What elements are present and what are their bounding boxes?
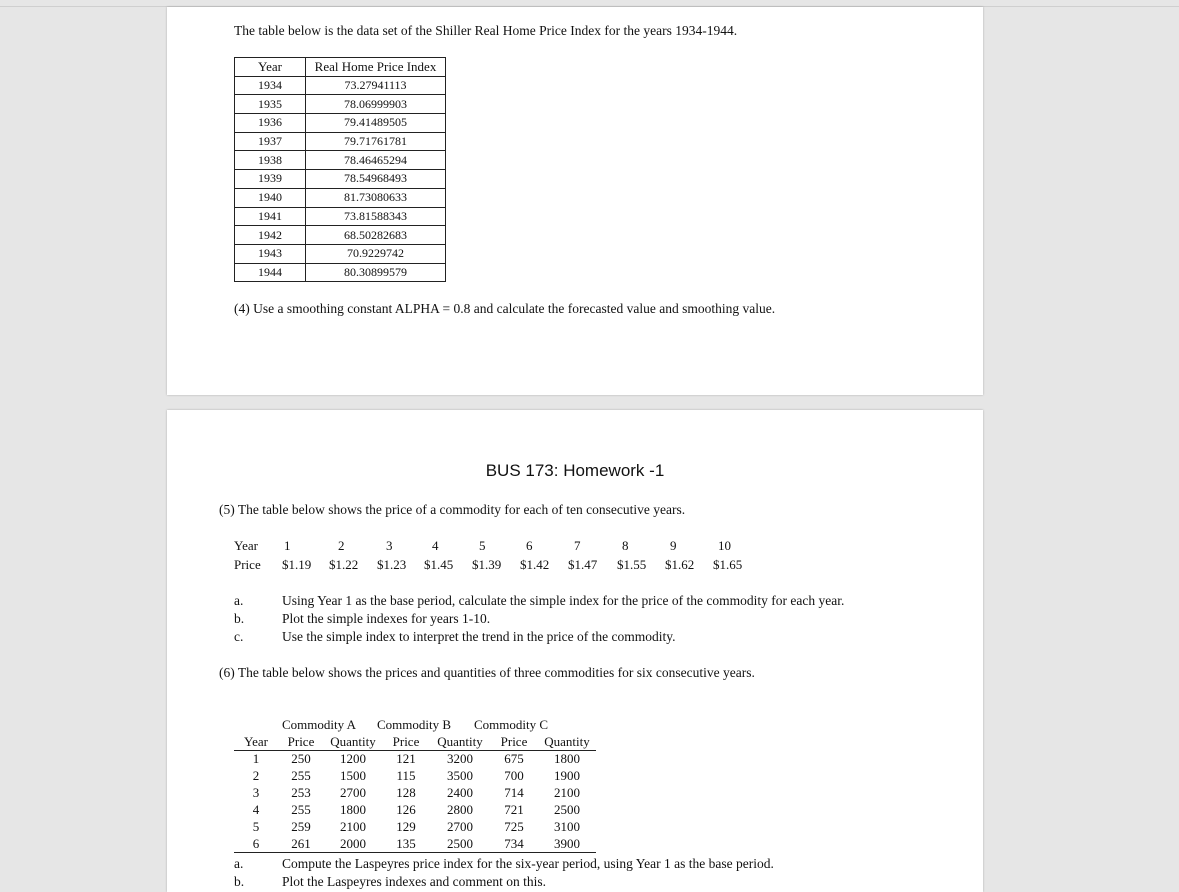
- commodity-cell: 2700: [340, 785, 366, 800]
- commodity-cell: 128: [396, 785, 416, 800]
- shiller-table-body: [235, 76, 446, 282]
- commodity-cell: 6: [252, 836, 260, 851]
- commodity-cell: 255: [291, 768, 311, 783]
- year-cell: 1935: [235, 95, 306, 114]
- commodity-group-label: Commodity C: [474, 717, 549, 732]
- commodity-cell: 2100: [340, 819, 366, 834]
- commodity-cell: 1800: [554, 751, 580, 766]
- document-page-1: [167, 7, 983, 395]
- year-cell: 1938: [235, 151, 306, 170]
- commodity-cell: 115: [396, 768, 416, 783]
- index-cell: 81.73080633: [306, 188, 446, 207]
- item-text: Use the simple index to interpret the trend in the price of the commodity.: [282, 629, 676, 644]
- commodity-cell: 3900: [554, 836, 580, 851]
- table-row: [235, 226, 446, 245]
- price-table-price: $1.22: [329, 557, 359, 572]
- table-rule-bottom: [234, 852, 596, 853]
- price-table-price: $1.45: [424, 557, 454, 572]
- commodity-cell: 1200: [340, 751, 366, 766]
- commodity-cell: 253: [291, 785, 311, 800]
- page1-intro: The table below is the data set of the Shiller Real Home Price Index for the years 1934-1944.: [234, 23, 738, 38]
- table-row: [235, 207, 446, 226]
- page-heading: BUS 173: Homework -1: [485, 461, 665, 480]
- commodity-cell: 2500: [554, 802, 580, 817]
- index-cell: 73.81588343: [306, 207, 446, 226]
- year-cell: 1941: [235, 207, 306, 226]
- price-table-price: $1.47: [568, 557, 598, 572]
- year-cell: 1944: [235, 263, 306, 282]
- year-cell: 1939: [235, 170, 306, 189]
- commodity-cell: 1900: [554, 768, 580, 783]
- table-row: [235, 263, 446, 282]
- commodity-cell: 4: [252, 802, 260, 817]
- question-5: (5) The table below shows the price of a commodity for each of ten consecutive years.: [219, 502, 686, 517]
- year-cell: 1936: [235, 114, 306, 133]
- year-cell: 1943: [235, 244, 306, 263]
- commodity-cell: 135: [396, 836, 416, 851]
- price-table-price: $1.19: [282, 557, 312, 572]
- commodity-cell: 3500: [447, 768, 473, 783]
- index-cell: 73.27941113: [306, 76, 446, 95]
- commodity-cell: 126: [396, 802, 416, 817]
- commodity-cell: 721: [504, 802, 524, 817]
- commodity-cell: 3100: [554, 819, 580, 834]
- table-row: [235, 188, 446, 207]
- commodity-header: Quantity: [544, 734, 590, 749]
- item-text: Compute the Laspeyres price index for the six-year period, using Year 1 as the base period.: [282, 856, 774, 871]
- index-cell: 79.71761781: [306, 132, 446, 151]
- price-table-year: 2: [338, 538, 345, 553]
- price-table-year: 3: [386, 538, 393, 553]
- commodity-header: Quantity: [330, 734, 376, 749]
- commodity-cell: 675: [504, 751, 524, 766]
- commodity-cell: 725: [504, 819, 524, 834]
- commodity-cell: 129: [396, 819, 416, 834]
- price-table-price: $1.55: [617, 557, 647, 572]
- commodity-cell: 2000: [340, 836, 366, 851]
- price-table-year: 7: [574, 538, 581, 553]
- item-text: Using Year 1 as the base period, calculate the simple index for the price of the commodity for each year.: [282, 593, 845, 608]
- price-table-price-label: Price: [234, 557, 261, 572]
- commodity-cell: 734: [504, 836, 524, 851]
- table-row: [235, 132, 446, 151]
- commodity-header: Price: [287, 734, 315, 749]
- commodity-cell: 121: [396, 751, 416, 766]
- index-cell: 78.46465294: [306, 151, 446, 170]
- price-table-price: $1.65: [713, 557, 743, 572]
- question-4: (4) Use a smoothing constant ALPHA = 0.8 and calculate the forecasted value and smoothing value.: [234, 301, 776, 316]
- price-table-price: $1.23: [377, 557, 407, 572]
- price-table-year: 4: [432, 538, 439, 553]
- table-row: [235, 76, 446, 95]
- price-table-year: 6: [526, 538, 533, 553]
- header-index: Real Home Price Index: [306, 58, 446, 77]
- commodity-cell: 3200: [447, 751, 473, 766]
- index-cell: 78.06999903: [306, 95, 446, 114]
- commodity-cell: 2800: [447, 802, 473, 817]
- commodity-cell: 5: [252, 819, 260, 834]
- item-letter: a.: [234, 593, 244, 608]
- commodity-cell: 261: [291, 836, 311, 851]
- index-cell: 68.50282683: [306, 226, 446, 245]
- commodity-cell: 2700: [447, 819, 473, 834]
- table-row: [235, 151, 446, 170]
- commodity-cell: 255: [291, 802, 311, 817]
- commodity-cell: 2100: [554, 785, 580, 800]
- price-table-year: 8: [622, 538, 629, 553]
- commodity-cell: 1500: [340, 768, 366, 783]
- table-row: [235, 114, 446, 133]
- item-text: Plot the Laspeyres indexes and comment on this.: [282, 874, 546, 889]
- shiller-index-table: [234, 57, 446, 282]
- item-letter: b.: [234, 611, 245, 626]
- commodity-header: Price: [392, 734, 420, 749]
- item-text: Plot the simple indexes for years 1-10.: [282, 611, 491, 626]
- table-rule-top: [234, 750, 596, 751]
- commodity-cell: 1800: [340, 802, 366, 817]
- commodity-cell: 2400: [447, 785, 473, 800]
- price-table-year: 9: [670, 538, 677, 553]
- index-cell: 80.30899579: [306, 263, 446, 282]
- price-table-year: 5: [479, 538, 486, 553]
- table-header-row: [235, 58, 446, 77]
- commodity-header: Year: [244, 734, 268, 749]
- commodity-cell: 259: [291, 819, 311, 834]
- commodity-cell: 714: [504, 785, 524, 800]
- commodity-header: Price: [500, 734, 528, 749]
- commodity-header: Quantity: [437, 734, 483, 749]
- commodity-cell: 2: [252, 768, 260, 783]
- year-cell: 1940: [235, 188, 306, 207]
- item-letter: c.: [234, 629, 244, 644]
- commodity-cell: 2500: [447, 836, 473, 851]
- commodity-group-label: Commodity B: [377, 717, 452, 732]
- price-table-year-label: Year: [234, 538, 258, 553]
- item-letter: a.: [234, 856, 244, 871]
- commodity-group-label: Commodity A: [282, 717, 357, 732]
- index-cell: 70.9229742: [306, 244, 446, 263]
- header-year: Year: [235, 58, 306, 77]
- table-row: [235, 244, 446, 263]
- price-table-year: 10: [718, 538, 731, 553]
- year-cell: 1934: [235, 76, 306, 95]
- index-cell: 78.54968493: [306, 170, 446, 189]
- price-table-year: 1: [284, 538, 291, 553]
- table-row: [235, 170, 446, 189]
- year-cell: 1942: [235, 226, 306, 245]
- commodity-cell: 250: [291, 751, 311, 766]
- table-row: [235, 95, 446, 114]
- document-page-2: [167, 410, 983, 892]
- commodity-cell: 1: [252, 751, 260, 766]
- item-letter: b.: [234, 874, 245, 889]
- commodity-cell: 3: [252, 785, 260, 800]
- question-6: (6) The table below shows the prices and quantities of three commodities for six consecutive years.: [219, 665, 755, 680]
- commodity-cell: 700: [504, 768, 524, 783]
- year-cell: 1937: [235, 132, 306, 151]
- price-table-price: $1.42: [520, 557, 550, 572]
- price-table-price: $1.62: [665, 557, 695, 572]
- price-table-price: $1.39: [472, 557, 502, 572]
- index-cell: 79.41489505: [306, 114, 446, 133]
